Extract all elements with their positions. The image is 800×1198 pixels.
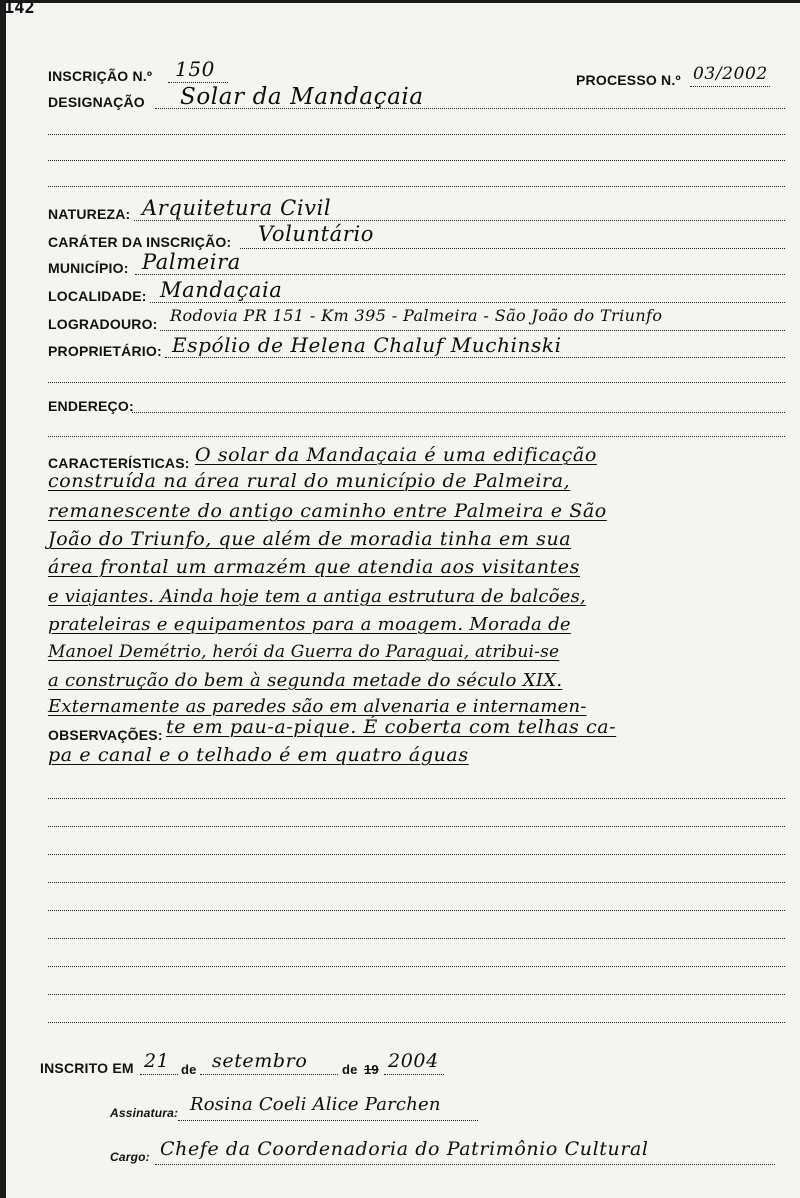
label-processo: PROCESSO N.º <box>576 72 681 88</box>
value-processo: 03/2002 <box>693 64 768 84</box>
value-cargo: Chefe da Coordenadoria do Patrimônio Cultural <box>160 1138 649 1160</box>
caracteristicas-line: construída na área rural do município de Palmeira, <box>48 470 571 492</box>
value-carater: Voluntário <box>258 222 375 246</box>
caracteristicas-line: O solar da Mandaçaia é uma edificação <box>195 444 597 466</box>
line-day <box>140 1074 178 1075</box>
blank-line <box>48 134 785 135</box>
blank-line <box>48 186 785 187</box>
label-municipio: MUNICÍPIO: <box>48 260 129 276</box>
value-natureza: Arquitetura Civil <box>142 196 332 220</box>
caracteristicas-line: a construção do bem à segunda metade do século XIX. <box>48 670 563 691</box>
blank-line <box>48 1022 785 1023</box>
label-inscrito-em: INSCRITO EM <box>40 1060 134 1076</box>
blank-line <box>48 798 785 799</box>
label-assinatura: Assinatura: <box>110 1106 179 1120</box>
line-cargo <box>155 1164 775 1165</box>
caracteristicas-line: prateleiras e equipamentos para a moagem. Morada de <box>48 614 571 635</box>
value-proprietario: Espólio de Helena Chaluf Muchinski <box>172 333 562 357</box>
label-de-1: de <box>181 1062 197 1077</box>
label-inscricao: INSCRIÇÃO N.º <box>48 68 153 84</box>
blank-line <box>48 826 785 827</box>
year-prefix: 19 <box>364 1062 379 1077</box>
line-municipio <box>135 274 785 275</box>
label-proprietario: PROPRIETÁRIO: <box>48 343 162 359</box>
label-localidade: LOCALIDADE: <box>48 288 147 304</box>
value-year: 2004 <box>388 1050 439 1072</box>
label-cargo: Cargo: <box>110 1150 150 1164</box>
label-observacoes: OBSERVAÇÕES: <box>48 727 163 743</box>
page-number: 142 <box>4 0 35 18</box>
blank-line <box>48 910 785 911</box>
value-month: setembro <box>212 1050 308 1072</box>
blank-line <box>48 882 785 883</box>
caracteristicas-line: Externamente as paredes são em alvenaria e internamen- <box>48 696 587 717</box>
line-processo <box>690 86 770 87</box>
value-inscricao: 150 <box>175 57 215 81</box>
line-inscricao <box>168 82 228 83</box>
blank-line <box>48 938 785 939</box>
blank-line <box>48 436 785 437</box>
caracteristicas-line: remanescente do antigo caminho entre Palmeira e São <box>48 500 607 522</box>
line-natureza <box>134 220 785 221</box>
label-carater: CARÁTER DA INSCRIÇÃO: <box>48 234 232 250</box>
value-localidade: Mandaçaia <box>160 278 283 302</box>
scan-edge-left <box>0 0 6 1198</box>
value-municipio: Palmeira <box>142 250 241 274</box>
label-logradouro: LOGRADOURO: <box>48 316 158 332</box>
blank-line <box>48 160 785 161</box>
label-natureza: NATUREZA: <box>48 206 131 222</box>
label-designacao: DESIGNAÇÃO <box>48 94 145 110</box>
caracteristicas-line: e viajantes. Ainda hoje tem a antiga estrutura de balcões, <box>48 586 586 607</box>
value-day: 21 <box>144 1050 170 1072</box>
label-endereco: ENDEREÇO: <box>48 398 134 414</box>
line-carater <box>240 248 785 249</box>
scan-edge-top <box>0 0 800 3</box>
line-assinatura <box>178 1120 478 1121</box>
observacoes-line: te em pau-a-pique. É coberta com telhas ca- <box>166 716 617 738</box>
line-proprietario <box>165 357 785 358</box>
signature: Rosina Coeli Alice Parchen <box>190 1094 441 1115</box>
blank-line <box>48 994 785 995</box>
label-de-2: de <box>342 1062 358 1077</box>
caracteristicas-line: área frontal um armazém que atendia aos visitantes <box>48 556 581 578</box>
caracteristicas-line: Manoel Demétrio, herói da Guerra do Paraguai, atribui-se <box>48 642 560 662</box>
blank-line <box>48 966 785 967</box>
value-designacao: Solar da Mandaçaia <box>180 84 424 110</box>
observacoes-line: pa e canal e o telhado é em quatro águas <box>48 744 469 766</box>
value-logradouro: Rodovia PR 151 - Km 395 - Palmeira - São João do Triunfo <box>170 306 663 325</box>
blank-line <box>48 382 785 383</box>
line-year <box>384 1074 444 1075</box>
line-month <box>200 1074 338 1075</box>
blank-line <box>48 854 785 855</box>
line-logradouro <box>160 330 785 331</box>
line-localidade <box>150 302 785 303</box>
label-caracteristicas: CARACTERÍSTICAS: <box>48 455 190 471</box>
caracteristicas-line: João do Triunfo, que além de moradia tinha em sua <box>48 528 572 550</box>
line-endereco <box>132 412 785 413</box>
